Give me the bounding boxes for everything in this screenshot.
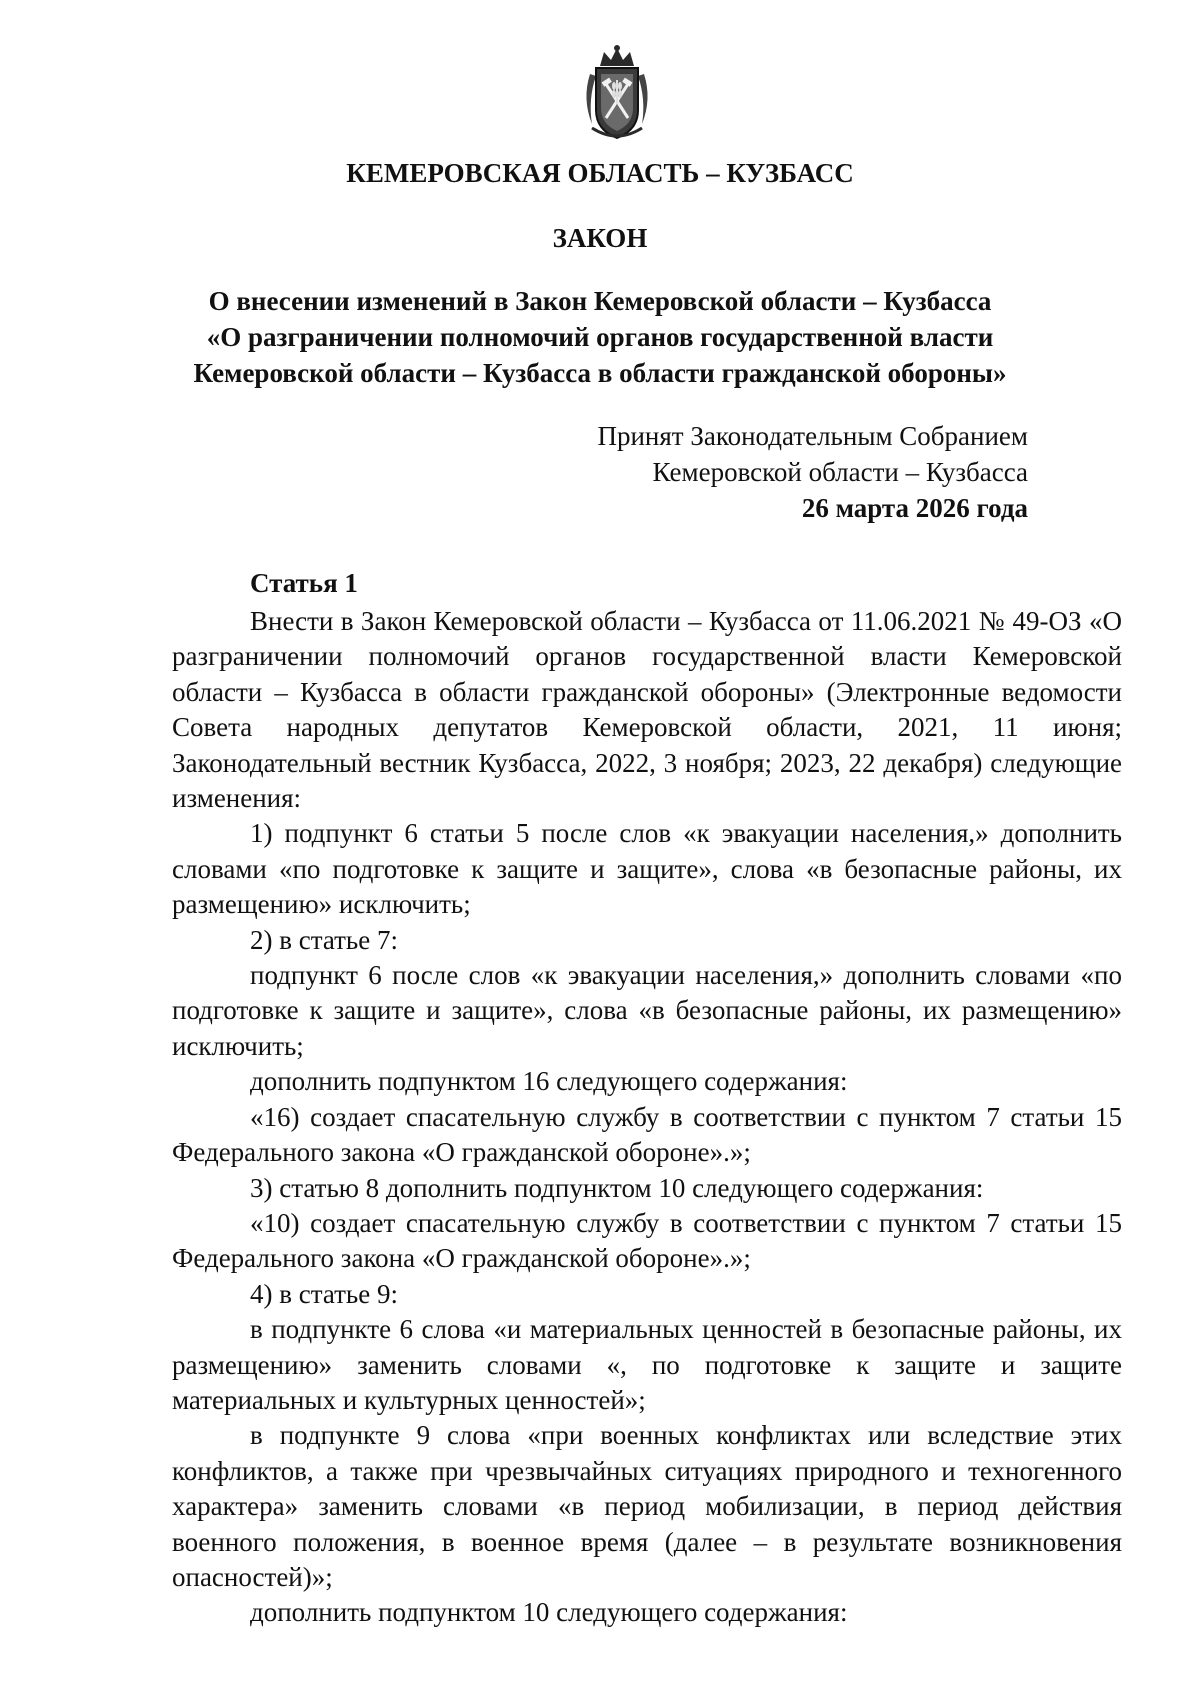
article-paragraph: подпункт 6 после слов «к эвакуации населения,» дополнить словами «по подготовке к защите и защите», слова «в безопасные районы, их размещению» исключить; [172, 960, 1122, 1061]
adoption-date: 26 марта 2026 года [801, 493, 1028, 523]
article-paragraph: «16) создает спасательную службу в соответствии с пунктом 7 статьи 15 Федерального закона «О гражданской обороне».»; [172, 1101, 1122, 1168]
article-paragraph: дополнить подпунктом 10 следующего содержания: [250, 1597, 848, 1628]
adoption-line: Кемеровской области – Кузбасса [652, 457, 1028, 487]
article-heading: Статья 1 [250, 568, 358, 598]
article-paragraph: 1) подпункт 6 статьи 5 после слов «к эвакуации населения,» дополнить словами «по подготовке к защите и защите», слова «в безопасные районы, их размещению» исключить; [172, 818, 1122, 920]
article-paragraph: 2) в статье 7: [250, 924, 398, 955]
document-type: ЗАКОН [552, 223, 648, 253]
article-paragraph: «10) создает спасательную службу в соответствии с пунктом 7 статьи 15 Федерального закона «О гражданской обороне».»; [172, 1207, 1122, 1274]
article-body [172, 604, 1122, 1631]
region-name: КЕМЕРОВСКАЯ ОБЛАСТЬ – КУЗБАСС [346, 158, 854, 188]
law-title-line: «О разграничении полномочий органов государственной власти [206, 322, 994, 352]
law-title-line: О внесении изменений в Закон Кемеровской области – Кузбасса [208, 286, 992, 316]
article-paragraph: Внести в Закон Кемеровской области – Кузбасса от 11.06.2021 № 49-ОЗ «О разграничении полномочий органов государственной власти Кемеровской области – Кузбасса в области гражданской обороны» (Электронные ведомости Совета народных депутатов Кемеровской области, 2021, 11 июня; Законодательный вестник Кузбасса, 2022, 3 ноября; 2023, 22 декабря) следующие изменения: [172, 606, 1122, 814]
article-paragraph: в подпункте 9 слова «при военных конфликтах или вследствие этих конфликтов, а также при чрезвычайных ситуациях природного и техногенного характера» заменить словами «в период мобилизации, в период действия военного положения, в военное время (далее – в результате возникновения опасностей)»; [172, 1420, 1122, 1592]
law-title [0, 283, 1200, 391]
article-paragraph: в подпункте 6 слова «и материальных ценностей в безопасные районы, их размещению» заменить словами «, по подготовке к защите и защите материальных и культурных ценностей»; [172, 1314, 1122, 1415]
coat-of-arms-icon [578, 44, 656, 142]
adoption-block [597, 418, 1028, 526]
adoption-line: Принят Законодательным Собранием [597, 421, 1028, 451]
article-paragraph: дополнить подпунктом 16 следующего содержания: [250, 1066, 848, 1097]
law-title-line: Кемеровской области – Кузбасса в области гражданской обороны» [193, 358, 1007, 388]
article-paragraph: 3) статью 8 дополнить подпунктом 10 следующего содержания: [250, 1172, 984, 1203]
article-paragraph: 4) в статье 9: [250, 1278, 398, 1309]
